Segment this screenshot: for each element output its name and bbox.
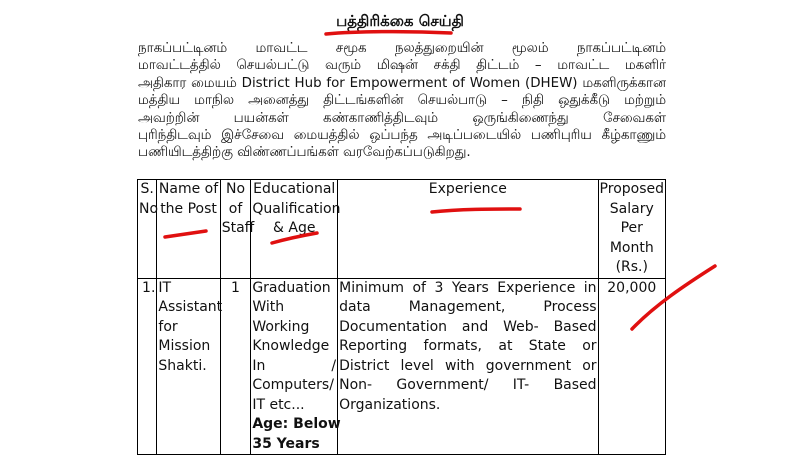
paragraph-line: அதிகார மையம் District Hub for Empowerment of Women (DHEW) மகளிருக்கான [138, 75, 666, 91]
paragraph-line: புரிந்திடவும் இச்சேவை மையத்தில் ஒப்பந்த அடிப்படையில் பணிபுரிய கீழ்காணும் [138, 128, 666, 144]
cell-experience: Minimum of 3 Years Experience in data Management, Process Documentation and Web- Based Reporting formats, at State or District level with government or Non- Government/ IT- Based Organizations. [338, 278, 598, 455]
press-release-paragraph [138, 40, 666, 162]
header-proposed-salary: Proposed Salary Per Month (Rs.) [598, 180, 665, 279]
paragraph-line: மாவட்டத்தில் செயல்பட்டு வரும் மிஷன் சக்தி திட்டம் – மாவட்ட மகளிர் [138, 58, 666, 74]
cell-salary: 20,000 [598, 278, 665, 455]
age-limit: 35 Years [252, 435, 320, 452]
paragraph-line: அவற்றின் பயன்கள் கண்காணித்திடவும் ஒருங்கிணைந்து சேவைகள் [138, 110, 666, 126]
table-row [138, 278, 666, 455]
table-header-row [138, 180, 666, 279]
cell-serial-number: 1. [138, 278, 157, 455]
header-name-of-post: Name of the Post [157, 180, 220, 279]
cell-staff-count: 1 [220, 278, 251, 455]
header-number-of-staff: No of Staff [220, 180, 251, 279]
press-release-title: பத்திரிக்கை செய்தி [336, 12, 464, 30]
cell-qualification: Graduation With Working Knowledge In / Computers/ IT etc... Age: Below 35 Years [251, 278, 338, 455]
vacancy-table [137, 179, 666, 455]
header-qualification-age: Educational Qualification & Age [251, 180, 338, 279]
header-serial-number: S. No [138, 180, 157, 279]
header-experience: Experience [338, 180, 598, 279]
paragraph-line: பணியிடத்திற்கு விண்ணப்பங்கள் வரவேற்கப்படுகிறது. [138, 145, 471, 161]
age-limit: Age: Below [252, 416, 341, 432]
cell-post-name: IT Assistant for Mission Shakti. [157, 278, 220, 455]
paragraph-line: நாகப்பட்டினம் மாவட்ட சமூக நலத்துறையின் மூலம் நாகப்பட்டினம் [138, 41, 666, 56]
paragraph-line: மத்திய மாநில அனைத்து திட்டங்களின் செயல்பாடு – நிதி ஒதுக்கீடு மற்றும் [138, 93, 666, 109]
